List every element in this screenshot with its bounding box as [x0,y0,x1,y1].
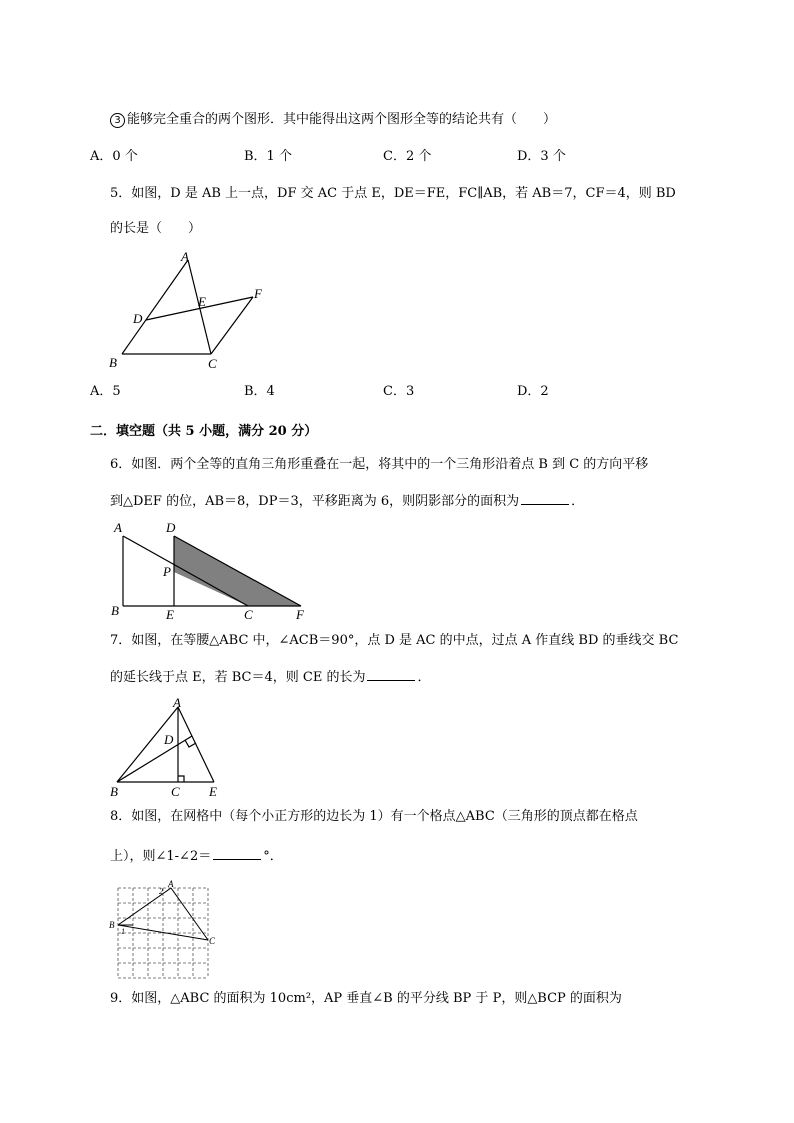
q7-answer-blank[interactable] [367,668,415,681]
q4-option-c: C．2 个 [383,149,432,164]
q6-label-e: E [166,607,174,622]
q8-stem-line2-end: °． [263,849,283,864]
q6-stem-line2-end: ． [571,494,585,509]
q9-stem-line1: 9．如图，△ABC 的面积为 10cm²，AP 垂直∠B 的平分线 BP 于 P，则△BCP 的面积为 [110,991,622,1006]
q8-label-angle-2: 2 [159,887,163,896]
q7-stem-line2-text: 的延长线于点 E，若 BC＝4，则 CE 的长为 [110,670,366,685]
q8-label-a: A [168,879,174,889]
q5-stem-line2: 的长是（ ） [110,221,202,236]
q6-label-b: B [111,603,119,618]
q8-label-angle-1: 1 [121,927,125,936]
q5-label-b: B [109,355,117,370]
q7-label-b: B [110,784,118,799]
q7-segment-bd [117,736,192,782]
q6-label-f: F [296,607,304,622]
q7-label-a: A [173,695,181,710]
q8-figure [108,880,223,980]
q6-label-c: C [244,607,253,622]
q7-segment-ae [178,707,214,782]
q6-stem-line2-text: 到△DEF 的位，AB＝8，DP＝3，平移距离为 6，则阴影部分的面积为 [110,494,520,509]
q7-right-angle-c [178,776,184,782]
q5-label-a: A [181,249,189,264]
q5-option-a: A．5 [90,384,121,399]
item-3-number: 3 [110,113,125,128]
q8-segment-bc [118,925,208,940]
q5-option-c: C．3 [383,384,415,399]
q7-label-e: E [209,784,217,799]
q6-label-d: D [166,520,176,535]
q7-figure [105,697,225,802]
item-3-text [110,111,556,129]
q7-stem-line2 [110,668,430,687]
q7-label-d: D [164,732,174,747]
q8-segment-ac [171,888,208,940]
q6-answer-blank[interactable] [521,492,569,505]
q6-stem-line2 [110,492,584,511]
q4-option-a: A．0 个 [90,149,138,164]
q7-label-c: C [171,784,180,799]
q6-label-p: P [163,564,171,579]
q7-stem-line2-end: ． [417,670,431,685]
q5-label-f: F [254,286,262,301]
q5-label-d: D [133,311,143,326]
q8-answer-blank[interactable] [213,847,261,860]
q5-segment-ab [122,260,188,354]
q5-option-b: B．4 [244,384,275,399]
q5-label-c: C [208,356,217,371]
q4-option-b: B．1 个 [244,149,292,164]
q5-option-d: D．2 [517,384,549,399]
q5-segment-fc [211,297,253,354]
q7-stem-line1: 7．如图，在等腰△ABC 中，∠ACB＝90°，点 D 是 AC 的中点，过点 A 作直线 BD 的垂线交 BC [110,633,679,648]
q6-label-a: A [114,520,122,535]
q5-stem-line1: 5．如图，D 是 AB 上一点，DF 交 AC 于点 E，DE＝FE，FC∥AB，若 AB＝7，CF＝4，则 BD [110,186,676,201]
q8-label-b: B [109,920,115,930]
q8-stem-line1: 8．如图，在网格中（每个小正方形的边长为 1）有一个格点△ABC（三角形的顶点都在格点 [110,809,638,824]
q8-stem-line2 [110,847,283,866]
q6-stem-line1: 6．如图．两个全等的直角三角形重叠在一起，将其中的一个三角形沿着点 B 到 C 的方向平移 [110,457,649,472]
q6-figure [108,520,313,620]
q8-label-c: C [209,936,216,946]
q4-option-d: D．3 个 [517,149,566,164]
section-2-heading: 二．填空题（共 5 小题，满分 20 分） [90,424,318,439]
q5-label-e: E [198,294,206,309]
item-3-statement: 能够完全重合的两个图形．其中能得出这两个图形全等的结论共有（ ） [127,112,557,127]
q5-figure [100,248,280,373]
q8-stem-line2-text: 上），则∠1-∠2＝ [110,849,212,864]
